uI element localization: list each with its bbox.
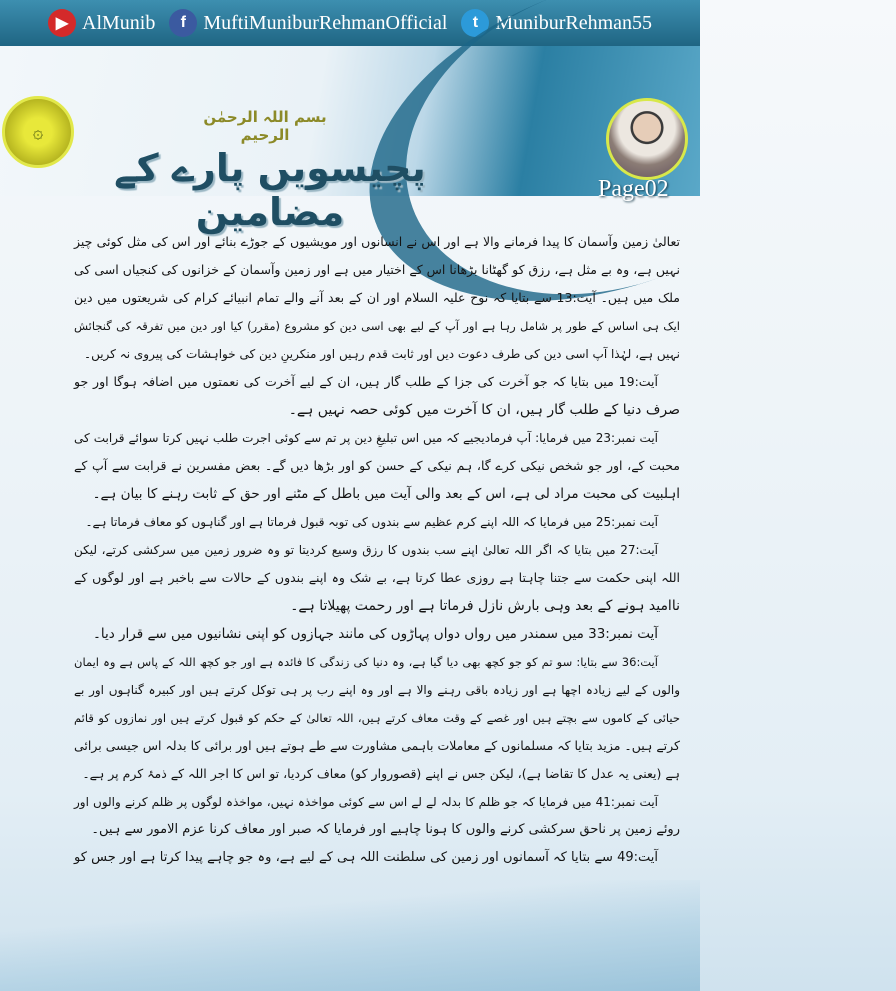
text-line: اہلبیت کی محبت مراد لی ہے، اس کے بعد والی آیت میں باطل کے مٹنے اور حق کے ثابت رہنے کا بیان ہے۔ xyxy=(92,486,680,502)
page-header xyxy=(0,46,700,234)
paragraph xyxy=(74,648,680,788)
text-line: نہیں ہے، لہٰذا آپ اسی دین کی طرف دعوت دیں اور ثابت قدم رہیں اور منکرینِ دین کی خواہشات کی پیروی نہ کریں۔ xyxy=(84,347,680,361)
text-line: حیائی کے کاموں سے بچتے ہیں اور غصے کے وقت معاف کرتے ہیں، اللہ تعالیٰ کے حکم کو قبول کرتے ہیں اور نمازوں کو قائم xyxy=(74,711,680,725)
twitter-icon[interactable]: t xyxy=(461,9,489,37)
text-line: آیت نمبر:33 میں سمندر میں رواں دواں پہاڑوں کی مانند جہازوں کو اپنی نشانیوں میں سے قرار دیا۔ xyxy=(92,626,658,642)
text-line: ایک ہی اساس کے طور پر شامل رہا ہے اور آپ کے لیے بھی اسی دین کو مشروع (مقرر) کیا اور دین میں تفرقہ کی گنجائش xyxy=(74,319,680,333)
text-line: صرف دنیا کے طلب گار ہیں، ان کا آخرت میں کوئی حصہ نہیں ہے۔ xyxy=(288,402,680,418)
paragraph xyxy=(74,620,680,648)
paragraph xyxy=(74,424,680,508)
facebook-icon[interactable]: f xyxy=(169,9,197,37)
text-line: والوں کے لیے زیادہ اچھا ہے اور زیادہ باقی رہنے والا ہے اور وہ اپنے رب پر ہی توکل کرتے ہیں اور کبیرہ گناہوں اور بے xyxy=(74,683,680,697)
quran-emblem-logo: ۞ xyxy=(2,96,74,168)
text-line: اللہ اپنی حکمت سے جتنا چاہتا ہے روزی عطا کرتا ہے، بے شک وہ اپنے بندوں کے حالات سے باخبر ہے اور لوگوں کے xyxy=(74,570,680,585)
decorative-wave xyxy=(0,880,700,991)
text-line: ملک میں ہیں۔ آیت:13 سے بتایا کہ نوح علیہ السلام اور ان کے بعد آنے والے تمام انبیائے کرام کی شریعتوں میں دین xyxy=(74,290,680,305)
text-line: محبت کے، اور جو شخص نیکی کرے گا، ہم نیکی کے حسن کو اور بڑھا دیں گے۔ بعض مفسرین نے قرابت سے آپ کے xyxy=(74,458,680,473)
paragraph xyxy=(74,844,680,872)
page-number: Page02 xyxy=(598,176,669,202)
paragraph xyxy=(74,228,680,368)
text-line: کرتے ہیں۔ مزید بتایا کہ مسلمانوں کے معاملات باہمی مشاورت سے طے ہوتے ہیں اور برائی کا بدلہ اس جیسی برائی xyxy=(74,738,680,753)
paragraph xyxy=(74,536,680,620)
text-line: آیت:49 سے بتایا کہ آسمانوں اور زمین کی سلطنت اللہ ہی کے لیے ہے، وہ جو چاہے پیدا کرتا ہے اور جس کو xyxy=(74,850,658,865)
text-line: آیت:19 میں بتایا کہ جو آخرت کی جزا کے طلب گار ہیں، ان کے لیے آخرت کی نعمتوں میں اضافہ ہوگا اور جو xyxy=(74,374,658,389)
text-line: نہیں ہے، وہ بے مثل ہے، رزق کو گھٹانا بڑھانا اس کے اختیار میں ہے اور زمین وآسمان کے خزانوں کی کنجیاں اسی کی xyxy=(74,262,680,277)
paragraph xyxy=(74,368,680,424)
bismillah-calligraphy: بسم اللہ الرحمٰن الرحیم xyxy=(203,108,327,144)
article-body xyxy=(74,228,680,872)
text-line: ہے (یعنی یہ عدل کا تقاضا ہے)، لیکن جس نے اپنے (قصوروار کو) معاف کردیا، تو اس کا اجر اللہ کے ذمۂ کرم پر ہے۔ xyxy=(82,766,680,781)
author-avatar xyxy=(606,98,688,180)
text-line: آیت نمبر:25 میں فرمایا کہ اللہ اپنے کرم عظیم سے بندوں کی توبہ قبول فرماتا ہے اور گناہوں کو معاف فرماتا ہے۔ xyxy=(85,515,658,529)
youtube-icon[interactable]: ▶ xyxy=(48,9,76,37)
text-line: آیت نمبر:41 میں فرمایا کہ جو ظلم کا بدلہ لے لے اس سے کوئی مواخذہ نہیں، مواخذہ لوگوں پر ظلم کرنے والوں اور xyxy=(74,795,658,809)
paragraph xyxy=(74,788,680,844)
twitter-handle[interactable]: MuniburRehman55 xyxy=(495,11,653,34)
text-line: ناامید ہونے کے بعد وہی بارش نازل فرماتا ہے اور رحمت پھیلاتا ہے۔ xyxy=(290,598,680,614)
text-line: آیت:36 سے بتایا: سو تم کو جو کچھ بھی دیا گیا ہے، وہ دنیا کی زندگی کا فائدہ ہے اور جو کچھ اللہ کے پاس ہے وہ ایمان xyxy=(74,655,658,669)
text-line: آیت:27 میں بتایا کہ اگر اللہ تعالیٰ اپنے سب بندوں کا رزق وسیع کردیتا تو وہ ضرور زمین میں سرکشی کرتے، لیکن xyxy=(74,543,658,557)
paragraph xyxy=(74,508,680,536)
text-line: تعالیٰ زمین وآسمان کا پیدا فرمانے والا ہے اور اس نے انسانوں اور مویشیوں کے جوڑے بنائے اور اس کی مثل کوئی چیز xyxy=(74,234,680,249)
facebook-handle[interactable]: MuftiMuniburRehmanOfficial xyxy=(203,11,448,34)
text-line: روئے زمین پر ناحق سرکشی کرنے والوں کا ہونا چاہیے اور فرمایا کہ صبر اور معاف کرنا عزم الامور سے ہیں۔ xyxy=(91,822,680,837)
page-title: پچیسویں پارے کے مضامین xyxy=(114,146,426,234)
text-line: آیت نمبر:23 میں فرمایا: آپ فرمادیجیے کہ میں اس تبلیغِ دین پر تم سے کوئی اجرت طلب نہیں کرتا سوائے قرابت کی xyxy=(74,431,659,445)
youtube-handle[interactable]: AlMunib xyxy=(82,11,156,34)
